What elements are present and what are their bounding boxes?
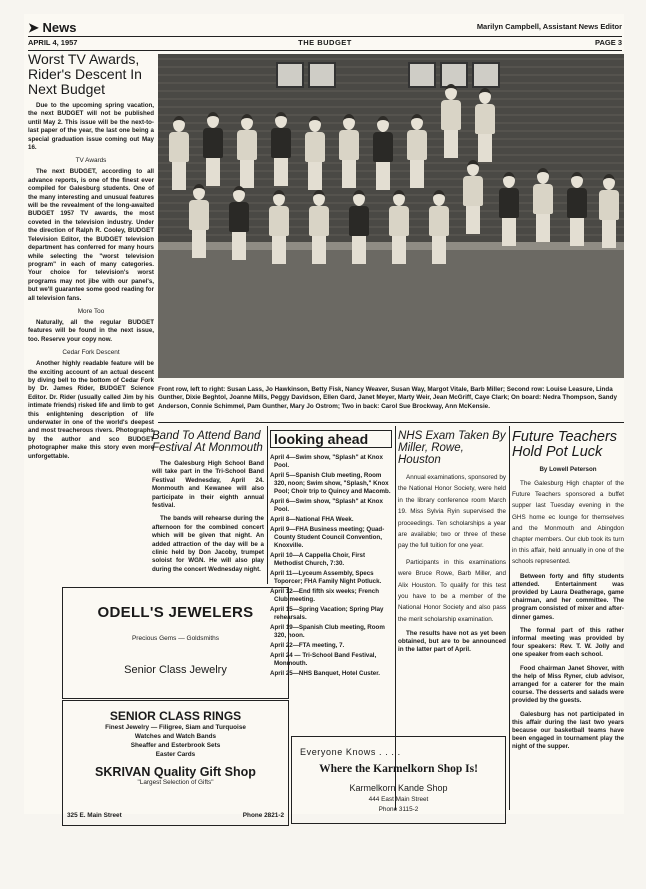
- page-number: PAGE 3: [595, 38, 622, 47]
- divider: [158, 422, 624, 423]
- nhs-headline: NHS Exam Taken By Miller, Rowe, Houston: [398, 430, 506, 466]
- ad-phone: Phone 3115-2: [378, 806, 419, 813]
- calendar-item: April 4—Swim show, "Splash" at Knox Pool.: [270, 454, 383, 469]
- odells-jewelers-ad: [62, 587, 289, 699]
- calendar-item: April 15—Spring Vacation; Spring Play rehearsals.: [270, 606, 384, 621]
- skrivan-gift-shop-ad: [62, 700, 289, 826]
- ad-phone: Phone 2821-2: [242, 812, 284, 819]
- subhead-tv-awards: TV Awards: [75, 157, 107, 165]
- looking-ahead-headline: looking ahead: [270, 430, 392, 448]
- ad-tagline: Precious Gems — Goldsmiths: [131, 635, 220, 642]
- paper-name: THE BUDGET: [298, 38, 352, 47]
- calendar-item: April 10—A Cappella Choir, First Methodist Church, 7:30.: [270, 552, 366, 567]
- nhs-text-2: Participants in this examinations were Bruce Rowe, Barb Miller, and Alix Houston. To qualify for this test you have to be a member of the National Honor Society and also pass the merit scholarship examination.: [398, 558, 506, 623]
- divider: [28, 36, 622, 37]
- calendar-item: April 22—FTA meeting, 7.: [270, 642, 345, 649]
- tv-awards-text: The next BUDGET, according to all advance reports, is one of the finest ever compiled for Galesburg students. One of the many interesting and unusual features will be the revealment of the long-awaited BUDGET 1957 TV awards, the most coveted in the television industry. Under the direction of Ralph R. Cooley, BUDGET Television Editor, the BUDGET television department has conferred for many hours while selecting the "worst television program" in each of many categories. Your choice for television's worst programs may not jibe with our panel's, but we'll guarantee some good reading for all television fans.: [28, 168, 154, 302]
- calendar-item: April 8—National FHA Week.: [270, 516, 354, 523]
- masthead: [28, 20, 622, 36]
- fta-text-5: Galesburg has not participated in this affair during the last two years because our basketball teams have been engaged in tournament play the night of the supper.: [512, 710, 624, 751]
- ad-title: SENIOR CLASS RINGS: [109, 709, 242, 723]
- fta-text-2: Between forty and fifty students attended. Entertainment was provided by Laura Deatherage, game chairman, and her committee. The program consisted of mixer and after-dinner games.: [512, 572, 624, 621]
- ad-address: 444 East Main Street: [368, 796, 429, 803]
- ad-line: Senior Class Jewelry: [124, 664, 227, 676]
- band-headline: Band To Attend Band Festival At Monmouth: [152, 430, 263, 454]
- dateline: [28, 38, 622, 50]
- swim-team-photo: [158, 54, 624, 378]
- nhs-text-1: Annual examinations, sponsored by the National Honor Society, were held in the library conference room March 19. Miss Sylvia Ryin supervised the proceedings. Ten scholarships a year are available; two or three of these pay the full tuition for one year.: [398, 474, 506, 550]
- ad-line: Sheaffer and Esterbrook Sets: [130, 742, 221, 749]
- cedar-fork-text: Another highly readable feature will be the exciting account of an actual descent by diving bell to the bottom of Cedar Fork by Dr. James Rider, BUDGET Science Editor. Dr. Rider (usually called Jim by his intimate friends) risked life and limb to get this enlightening description of life underwater in one of the world's deepest and most treacherous rivers. Photographs by the author and sco BUDGET photographer make this story even more unforgettable.: [28, 360, 154, 460]
- calendar-item: April 5—Spanish Club meeting, Room 320, noon; Swim show, "Splash," Knox Pool; Choir trip to Quincy and Macomb.: [270, 472, 391, 495]
- fta-text-4: Food chairman Janet Shover, with the help of Miss Ryner, club advisor, arranged for a caterer for the main course. The desserts and salads were provided by the guests.: [512, 664, 624, 705]
- calendar-item: April 6—Swim show, "Splash" at Knox Pool.: [270, 498, 383, 513]
- section-title: ➤ News: [28, 20, 77, 35]
- calendar-item: April 12—End fifth six weeks; French Club meeting.: [270, 588, 379, 603]
- newspaper-page: [24, 14, 624, 819]
- issue-date: APRIL 4, 1957: [28, 38, 78, 47]
- calendar-item: April 19—Spanish Club meeting, Room 320, noon.: [270, 624, 385, 639]
- fta-text-1: The Galesburg High chapter of the Future Teachers sponsored a buffet supper last Tuesday evening in the GHS home ec lounge for themselves and the Monmouth and Abingdon chapter members. Our club took its turn in this affair, held annually in one of the schools represented.: [512, 480, 624, 566]
- ad-line: Easter Cards: [155, 751, 196, 758]
- lead-headline: Worst TV Awards, Rider's Descent In Next Budget: [28, 51, 142, 97]
- photo-caption: Front row, left to right: Susan Lass, Jo Hawkinson, Betty Fisk, Nancy Weaver, Susan Way, Margot Vitale, Barb Miller; Second row: Louise Leasure, Linda Gunther, Dixie Beghtol, Joanne Mills, Peggy Davidson, Ellen Gard, Janet Meyer, Marty Weir, Jean McGriff, Caye Clark; On board: Nedra Thompson, Sandy Anderson, Connie Schimmel, Pam Gunther, Mary Jo Ostrom; Two in back: Carol Sue Brockway, Ann McKensie.: [158, 386, 617, 410]
- band-article: [152, 430, 264, 579]
- calendar-item: April 11—Lyceum Assembly, Specs Toporcer; FHA Family Night Potluck.: [270, 570, 382, 585]
- ad-line: Everyone Knows . . . .: [300, 747, 401, 757]
- more-text: Naturally, all the regular BUDGET features will be found in the next issue, too. Reserve your copy now.: [28, 318, 154, 343]
- band-text-1: The Galesburg High School Band will take part in the Tri-School Band Festival Wednesday, April 24. Monmouth and Kewanee will also participate in their eighth annual festival.: [152, 460, 264, 510]
- subhead-more: More Too: [77, 307, 105, 315]
- calendar-item: April 9—FHA Business meeting; Quad-County Student Council Convention, Knoxville.: [270, 526, 385, 549]
- fta-text-3: The formal part of this rather informal meeting was provided by four speakers: Rev. T. W. Jolly and one speaker from each school.: [512, 626, 624, 659]
- ad-line: Finest Jewelry — Filigree, Siam and Turquoise: [105, 724, 246, 731]
- ad-headline: Where the Karmelkorn Shop Is!: [319, 763, 478, 775]
- nhs-text-3: The results have not as yet been obtained, but are to be announced in the latter part of April.: [398, 630, 506, 654]
- ad-line: Watches and Watch Bands: [134, 733, 217, 740]
- subhead-cedar-fork: Cedar Fork Descent: [62, 349, 120, 357]
- fta-headline: Future Teachers Hold Pot Luck: [512, 429, 618, 460]
- ad-slogan: "Largest Selection of Gifts": [137, 779, 214, 786]
- ad-store-name: SKRIVAN Quality Gift Shop: [95, 765, 256, 779]
- ad-address: 325 E. Main Street: [67, 812, 122, 819]
- divider: [267, 426, 268, 584]
- ad-store-name: ODELL'S JEWELERS: [97, 604, 254, 621]
- calendar-item: April 24 — Tri-School Band Festival, Monmouth.: [270, 652, 377, 667]
- divider: [509, 426, 510, 810]
- lead-intro: Due to the upcoming spring vacation, the next BUDGET will not be published until May 2. This issue will be the next-to-last paper of the year, the last one being a special graduation issue coming out May 16.: [28, 102, 154, 152]
- band-text-2: The bands will rehearse during the afternoon for the combined concert which will be given that night. An added attraction of the day will be a clinic held by Don Jacoby, trumpet soloist for WGN. He will also play during the concert Wednesday night.: [152, 515, 264, 573]
- editor-credit: Marilyn Campbell, Assistant News Editor: [476, 22, 622, 31]
- calendar-item: April 25—NHS Banquet, Hotel Custer.: [270, 670, 381, 677]
- fta-article: [512, 430, 624, 757]
- fta-byline: By Lowell Peterson: [539, 466, 597, 473]
- lead-article: [28, 102, 154, 466]
- nhs-article: [398, 430, 506, 659]
- karmelkorn-ad: [291, 736, 506, 824]
- ad-store-name: Karmelkorn Kande Shop: [349, 783, 448, 793]
